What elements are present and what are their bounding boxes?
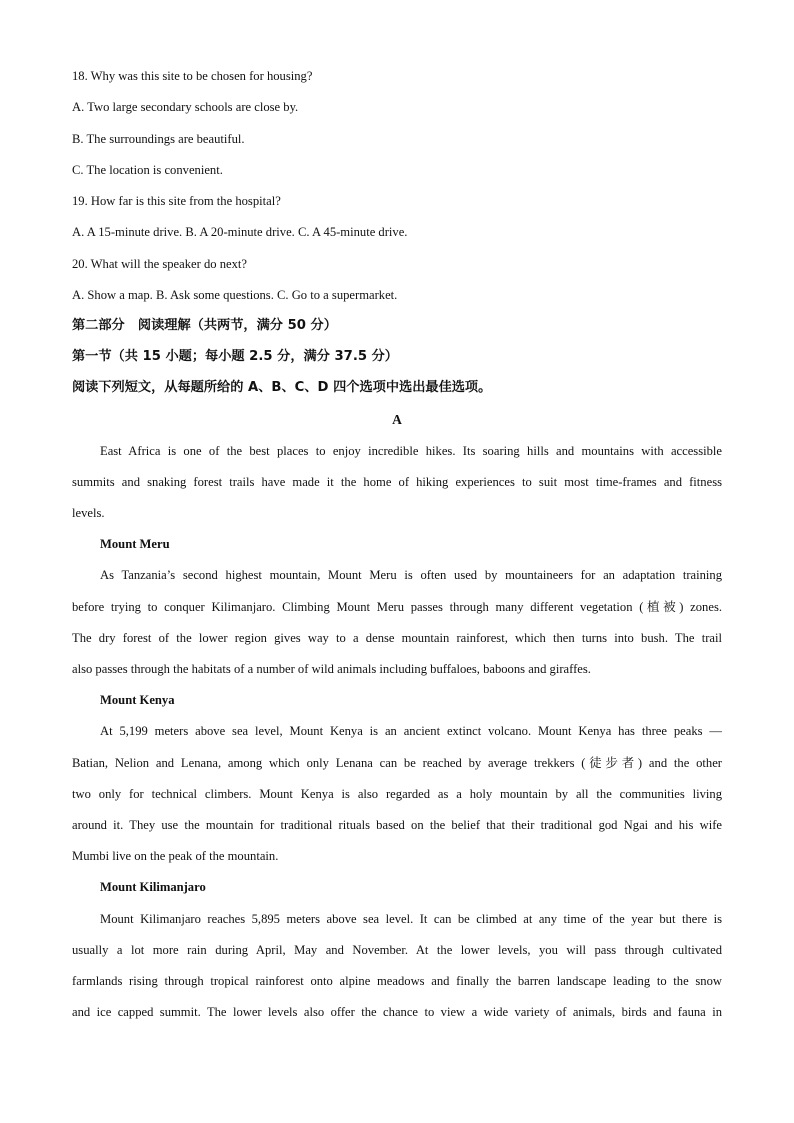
meru-line-3: The dry forest of the lower region gives way to a dense mountain rainforest, which then turns into bush. The trail (72, 631, 722, 645)
question-18-option-a: A. Two large secondary schools are close by. (72, 100, 299, 114)
meru-line-2: before trying to conquer Kilimanjaro. Climbing Mount Meru passes through many different vegetation (植被) zones. (72, 600, 722, 614)
meru-heading: Mount Meru (100, 537, 170, 551)
kilimanjaro-line-4: and ice capped summit. The lower levels also offer the chance to view a wide variety of animals, birds and fauna in (72, 1005, 722, 1019)
intro-line-3: levels. (72, 506, 105, 520)
question-19: 19. How far is this site from the hospital? (72, 194, 281, 208)
kilimanjaro-heading: Mount Kilimanjaro (100, 880, 206, 894)
question-19-options: A. A 15-minute drive. B. A 20-minute drive. C. A 45-minute drive. (72, 225, 408, 239)
section-heading-part2: 第二部分 阅读理解（共两节，满分 50 分） (72, 318, 337, 333)
passage-label: A (392, 412, 402, 427)
question-18: 18. Why was this site to be chosen for housing? (72, 69, 313, 83)
meru-line-4: also passes through the habitats of a number of wild animals including buffaloes, baboons and giraffes. (72, 662, 591, 676)
kenya-line-2: Batian, Nelion and Lenana, among which only Lenana can be reached by average trekkers (徒步者) and the other (72, 756, 722, 770)
kilimanjaro-line-3: farmlands rising through tropical rainforest onto alpine meadows and finally the barren landscape leading to the snow (72, 974, 722, 988)
kenya-line-4: around it. They use the mountain for traditional rituals based on the belief that their traditional god Ngai and his wife (72, 818, 722, 832)
section-heading-sub1: 第一节（共 15 小题；每小题 2.5 分，满分 37.5 分） (72, 349, 398, 364)
kenya-line-1: At 5,199 meters above sea level, Mount Kenya is an ancient extinct volcano. Mount Kenya has three peaks — (100, 724, 722, 738)
kenya-line-5: Mumbi live on the peak of the mountain. (72, 849, 279, 863)
kenya-heading: Mount Kenya (100, 693, 175, 707)
intro-line-2: summits and snaking forest trails have made it the home of hiking experiences to suit most time-frames and fitness (72, 475, 722, 489)
question-20: 20. What will the speaker do next? (72, 257, 247, 271)
question-18-option-b: B. The surroundings are beautiful. (72, 132, 245, 146)
kilimanjaro-line-1: Mount Kilimanjaro reaches 5,895 meters above sea level. It can be climbed at any time of the year but there is (100, 912, 722, 926)
question-18-option-c: C. The location is convenient. (72, 163, 223, 177)
meru-line-1: As Tanzania’s second highest mountain, Mount Meru is often used by mountaineers for an adaptation training (100, 568, 722, 582)
kilimanjaro-line-2: usually a lot more rain during April, May and November. At the lower levels, you will pass through cultivated (72, 943, 722, 957)
kenya-line-3: two only for technical climbers. Mount Kenya is also regarded as a holy mountain by all the communities living (72, 787, 722, 801)
section-instruction: 阅读下列短文，从每题所给的 A、B、C、D 四个选项中选出最佳选项。 (72, 380, 492, 395)
question-20-options: A. Show a map. B. Ask some questions. C. Go to a supermarket. (72, 288, 398, 302)
intro-line-1: East Africa is one of the best places to enjoy incredible hikes. Its soaring hills and mountains with accessible (100, 444, 722, 458)
